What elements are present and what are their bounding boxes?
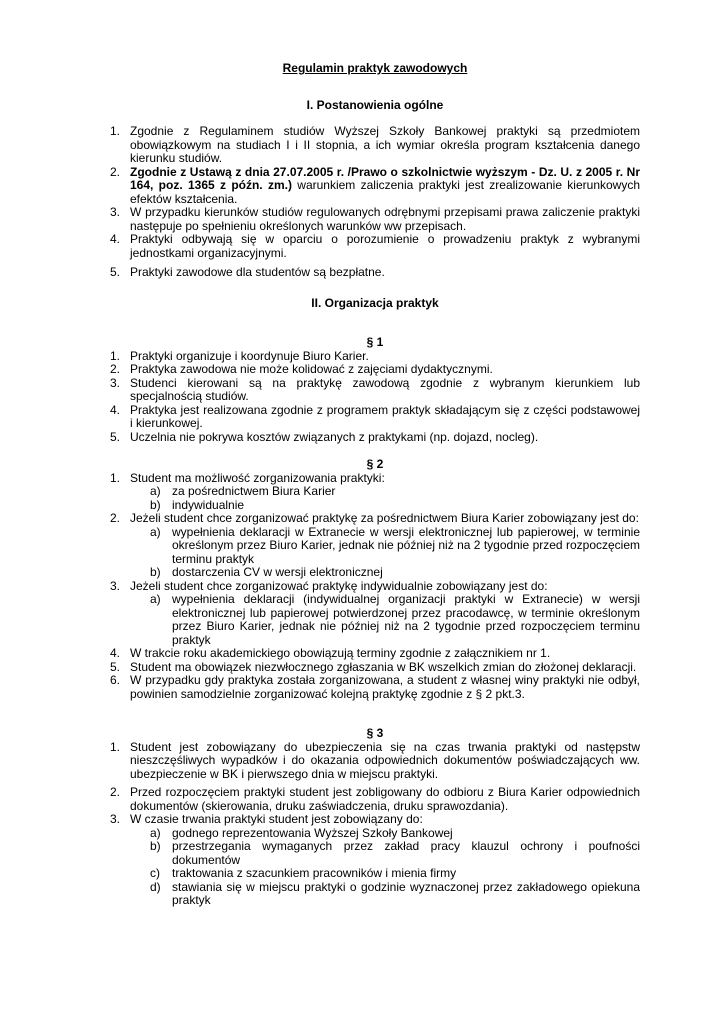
list-item: 3. W przypadku kierunków studiów regulowanych odrębnymi przepisami prawa zaliczenie praktyki następuje po spełnieniu określonych warunków ww przepisach. xyxy=(110,205,640,233)
sub-list-item: b) przestrzegania wymaganych przez zakład pracy klauzul ochrony i poufności dokumentów xyxy=(150,839,640,867)
paragraph-2-list xyxy=(110,472,640,702)
list-item: 2. Praktyka zawodowa nie może kolidować z zajęciami dydaktycznymi. xyxy=(110,362,493,376)
list-item: 2. Przed rozpoczęciem praktyki student jest zobligowany do odbioru z Biura Karier odpowiednich dokumentów (skierowania, druku zaświadczenia, druku sprawozdania). xyxy=(110,785,640,813)
paragraph-3-list xyxy=(110,741,640,908)
sub-list-item: c) traktowania z szacunkiem pracowników i mienia firmy xyxy=(150,866,457,880)
list-item: 5. Uczelnia nie pokrywa kosztów związanych z praktykami (np. dojazd, nocleg). xyxy=(110,429,539,444)
sub-list-item: a) wypełnienia deklaracji (indywidualnej organizacji praktyki w Extranecie) w wersji elektronicznej lub papierowej potwierdzonej przez pracodawcę, w terminie określonym przez Biuro Karier, jednak nie później niż na 2 tygodnie przed rozpoczęciem terminu praktyk xyxy=(150,592,640,647)
sub-list-item: a) za pośrednictwem Biura Karier xyxy=(150,484,336,498)
section-heading-organization: II. Organizacja praktyk xyxy=(311,295,439,310)
list-item: 1. Zgodnie z Regulaminem studiów Wyższej Szkoły Bankowej praktyki są przedmiotem obowiązkowym na studiach I i II stopnia, a ich wymiar określa program kształcenia danego kierunku studiów. xyxy=(110,124,640,165)
document-page xyxy=(110,56,640,908)
sub-list-item: a) wypełnienia deklaracji w Extranecie w wersji elektronicznej lub papierowej, w terminie określonym przez Biuro Karier, jednak nie później niż na 2 tygodnie przed rozpoczęciem terminu praktyk xyxy=(150,524,640,566)
paragraph-heading-2: § 2 xyxy=(366,457,384,471)
sub-list-item: d) stawiania się w miejscu praktyki o godzinie wyznaczonej przez zakładowego opiekuna praktyk xyxy=(150,879,640,907)
paragraph-1-list xyxy=(110,350,640,445)
list-item: 5. Student ma obowiązek niezwłocznego zgłaszania w BK wszelkich zmian do złożonej deklaracji. xyxy=(110,659,637,674)
section-heading-general: I. Postanowienia ogólne xyxy=(306,97,444,112)
list-item: 3. W czasie trwania praktyki student jest zobowiązany do: xyxy=(110,812,423,826)
list-item: 5. Praktyki zawodowe dla studentów są bezpłatne. xyxy=(110,265,385,279)
sub-list-item: b) indywidualnie xyxy=(150,497,245,512)
law-reference: Zgodnie z Ustawą z dnia 27.07.2005 r. /Prawo o szkolnictwie wyższym - Dz. U. z 2005 r. Nr 164, poz. 1365 z późn. zm.) xyxy=(130,164,640,192)
list-item: 4. Praktyka jest realizowana zgodnie z programem praktyk składającym się z części podstawowej i kierunkowej. xyxy=(110,402,640,430)
paragraph-heading-3: § 3 xyxy=(366,726,384,740)
list-item: 1. Student ma możliwość zorganizowania praktyki: xyxy=(110,470,385,485)
paragraph-heading-1: § 1 xyxy=(366,335,384,349)
general-provisions-list xyxy=(110,125,640,280)
sub-list-item: b) dostarczenia CV w wersji elektronicznej xyxy=(150,565,383,579)
list-item: 3. Jeżeli student chce zorganizować praktykę indywidualnie zobowiązany jest do: xyxy=(110,578,548,593)
list-item: 2. Jeżeli student chce zorganizować praktykę za pośrednictwem Biura Karier zobowiązany jest do: xyxy=(110,511,639,525)
list-item: 4. W trakcie roku akademickiego obowiązują terminy zgodnie z załącznikiem nr 1. xyxy=(110,646,551,660)
list-item: 2. Zgodnie z Ustawą z dnia 27.07.2005 r. /Prawo o szkolnictwie wyższym - Dz. U. z 2005 r. Nr 164, poz. 1365 z późn. zm.) warunkiem zaliczenia praktyki jest zrealizowanie kierunkowych efektów kształcenia. xyxy=(110,164,641,206)
list-item: 1. Student jest zobowiązany do ubezpieczenia się na czas trwania praktyki od następstw nieszczęśliwych wypadków i do okazania odpowiednich dokumentów poświadczających ww. ubezpieczenie w BK i pierwszego dnia w miejscu praktyki. xyxy=(110,739,640,781)
list-item: 4. Praktyki odbywają się w oparciu o porozumienie o prowadzeniu praktyk z wybranymi jednostkami organizacyjnymi. xyxy=(110,232,640,260)
list-item: 3. Studenci kierowani są na praktykę zawodową zgodnie z wybranym kierunkiem lub specjalnością studiów. xyxy=(110,375,640,403)
document-title: Regulamin praktyk zawodowych xyxy=(282,61,468,75)
sub-list-item: a) godnego reprezentowania Wyższej Szkoły Bankowej xyxy=(150,825,453,840)
list-item: 1. Praktyki organizuje i koordynuje Biuro Karier. xyxy=(110,348,369,363)
list-item: 6. W przypadku gdy praktyka została zorganizowana, a student z własnej winy praktyki nie odbył, powinien samodzielnie zorganizować kolejną praktykę zgodnie z § 2 pkt.3. xyxy=(110,673,640,701)
